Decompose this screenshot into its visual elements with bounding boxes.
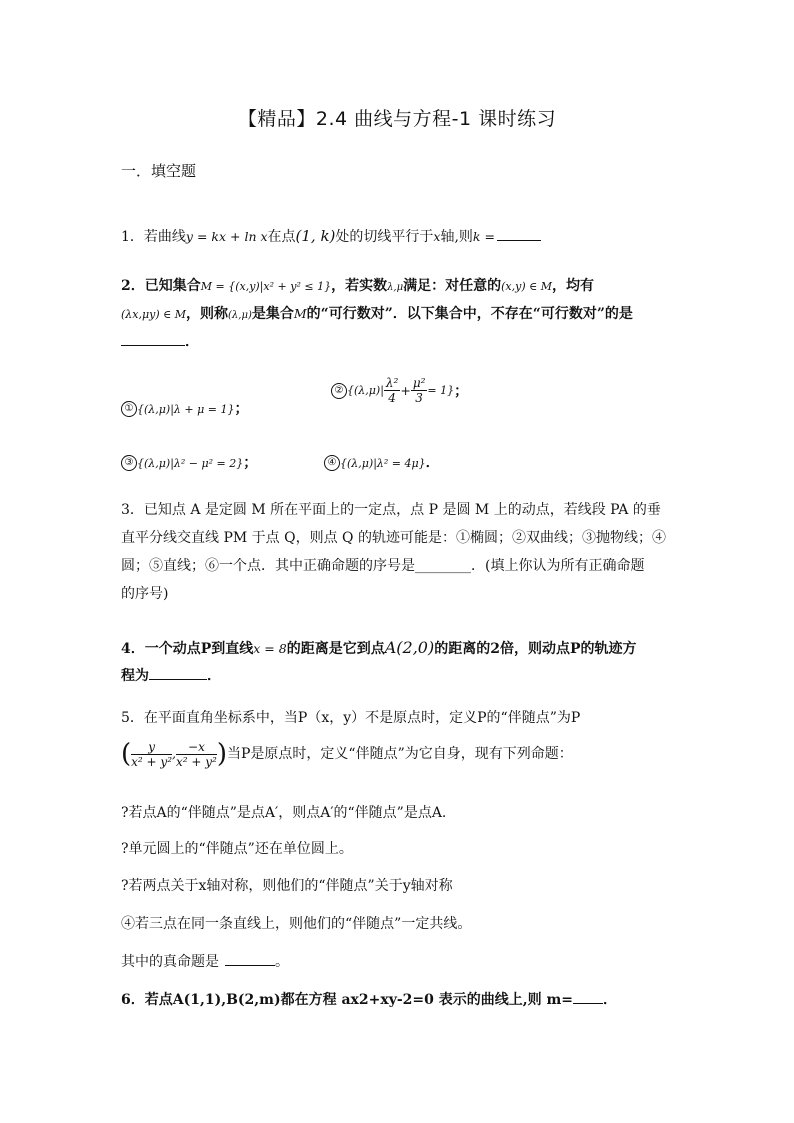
curve-equation: y = kx + ln x xyxy=(185,229,268,244)
section-heading: 一．填空题 xyxy=(121,162,197,180)
answer-blank[interactable] xyxy=(225,951,275,966)
question-5-line-2: ( $\frac{y}{\text{x² + y²}}$ , $\frac{-x}{\text{x² + y²}}$ )当P是原点时，定义“伴随点”为它自身，现有下列命题： xyxy=(121,739,573,769)
answer-blank[interactable] xyxy=(497,226,541,241)
question-5-answer: 其中的真命题是 。 xyxy=(121,948,681,976)
option-3: ③ {(λ,μ)|λ² − μ² = 2}； xyxy=(121,452,257,472)
proposition-3: ?若两点关于x轴对称，则他们的“伴随点”关于y轴对称 xyxy=(121,878,453,894)
question-6: 6．若点A(1,1),B(2,m)都在方程 ax2+xy-2=0 表示的曲线上,则 m= ． xyxy=(121,986,701,1014)
question-3: 3．已知点 A 是定圆 M 所在平面上的一定点，点 P 是圆 M 上的动点，若线段 PA 的垂 直平分线交直线 PM 于点 Q，则点 Q 的轨迹可能是：①椭圆；②双曲线；③抛物线；④ 圆；⑤直线；⑥一个点．其中正确命题的序号是________．(填上你认为所有正确命题 的序号) xyxy=(121,502,666,602)
proposition-2: ?单元圆上的“伴随点”还在单位圆上。 xyxy=(121,841,353,857)
proposition-1: ?若点A的“伴随点”是点A′，则点A′的“伴随点”是点A. xyxy=(121,805,447,821)
option-1: ① {(λ,μ)|λ + μ = 1}； xyxy=(121,398,248,418)
page-title: 【精品】2.4 曲线与方程-1 课时练习 xyxy=(237,108,557,130)
option-4: ④ {(λ,μ)|λ² = 4μ}． xyxy=(324,452,440,472)
point-1k: (1, k) xyxy=(295,227,336,245)
question-5-line-1: 5．在平面直角坐标系中，当P（x，y）不是原点时，定义P的“伴随点”为P xyxy=(121,710,581,726)
question-1: 1．若曲线y = kx + ln x在点(1, k)处的切线平行于x轴,则k = xyxy=(121,222,681,251)
question-2-line-1: 2．已知集合M = {(x,y)|x² + y² ≤ 1}，若实数λ,μ满足：对任意的(x,y) ∈ M，均有 xyxy=(121,278,595,294)
answer-blank[interactable] xyxy=(121,331,185,346)
set-m: M = {(x,y)|x² + y² ≤ 1} xyxy=(200,280,332,293)
question-4-line-1: 4．一个动点P到直线x = 8的距离是它到点A(2,0)的距离的2倍，则动点P的轨迹方 xyxy=(121,638,637,657)
question-2-line-2: (λx,μy) ∈ M，则称(λ,μ)是集合M的“可行数对”．以下集合中，不存在“可行数对”的是 xyxy=(121,306,633,322)
answer-blank[interactable] xyxy=(149,665,207,680)
question-2-line-3: ． xyxy=(121,328,681,356)
question-4-line-2: 程为 ． xyxy=(121,662,681,690)
proposition-4: ④若三点在同一条直线上，则他们的“伴随点”一定共线。 xyxy=(121,916,472,932)
option-2: ② {(λ,μ)| $\frac{\text{λ²}}{4}$ + $\frac{\text{μ²}}{3}$ = 1}； xyxy=(331,376,468,405)
answer-blank[interactable] xyxy=(573,989,603,1004)
